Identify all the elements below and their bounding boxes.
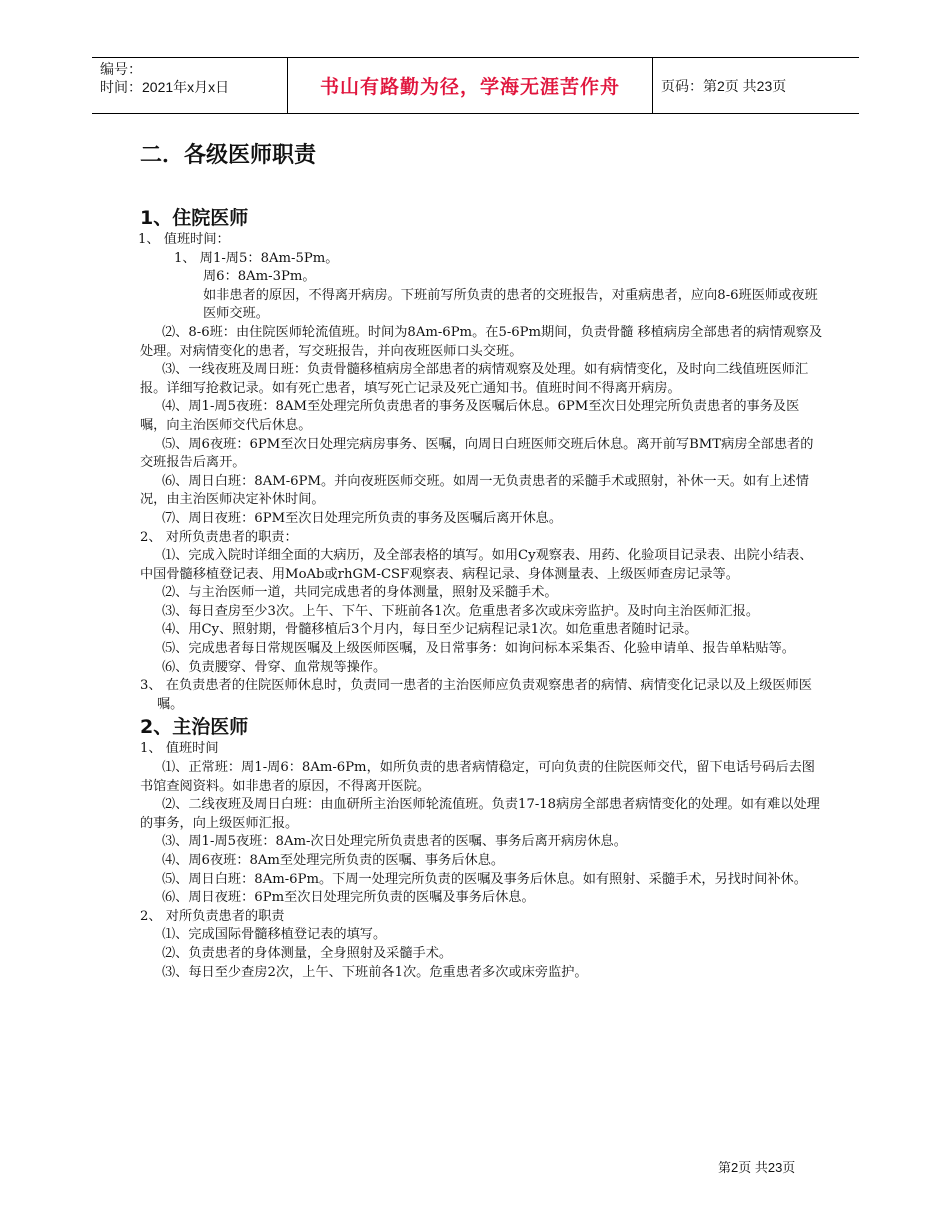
section-title: 二．各级医师职责 bbox=[140, 143, 317, 168]
document-body bbox=[140, 205, 824, 982]
attending-resp-head: 2、 对所负责患者的职责 bbox=[140, 908, 285, 924]
resident-t2: ⑵、8-6班：由住院医师轮流值班。时间为8Am-6Pm。在5-6Pm期间，负责骨髓 移植病房全部患者的病情观察及处理。对病情变化的患者，写交班报告，并向夜班医师口头交班。 bbox=[140, 324, 823, 359]
page-footer: 第2页 共23页 bbox=[718, 1160, 796, 1175]
resident-t1b: 周6：8Am-3Pm。 bbox=[203, 269, 316, 285]
resident-t1c: 如非患者的原因，不得离开病房。下班前写所负责的患者的交班报告，对重病患者，应向8-6班医师或夜班医师交班。 bbox=[203, 287, 818, 322]
attending-r2: ⑵、负责患者的身体测量，全身照射及采髓手术。 bbox=[162, 945, 453, 961]
resident-t6: ⑹、周日白班：8AM-6PM。并向夜班医师交班。如周一无负责患者的采髓手术或照射，补休一天。如有上述情况，由主治医师决定补休时间。 bbox=[140, 473, 809, 508]
resident-t3: ⑶、一线夜班及周日班：负责骨髓移植病房全部患者的病情观察及处理。如有病情变化，及时向二线值班医师汇报。详细写抢救记录。如有死亡患者，填写死亡记录及死亡通知书。值班时间不得离开病房。 bbox=[140, 362, 809, 396]
attending-duty-time-head: 1、 值班时间 bbox=[140, 741, 219, 757]
resident-t5: ⑸、周6夜班：6PM至次日处理完病房事务、医嘱，向周日白班医师交班后休息。离开前写BMT病房全部患者的交班报告后离开。 bbox=[140, 436, 814, 471]
attending-t3: ⑶、周1-周5夜班：8Am-次日处理完所负责患者的医嘱、事务后离开病房休息。 bbox=[162, 834, 627, 850]
resident-t4: ⑷、周1-周5夜班：8AM至处理完所负责患者的事务及医嘱后休息。6PM至次日处理完所负责患者的事务及医嘱，向主治医师交代后休息。 bbox=[140, 399, 800, 433]
resident-item3: 3、 在负责患者的住院医师休息时，负责同一患者的主治医师应负责观察患者的病情、病情变化记录以及上级医师医嘱。 bbox=[140, 678, 812, 712]
attending-t5: ⑸、周日白班：8Am-6Pm。下周一处理完所负责的医嘱及事务后休息。如有照射、采髓手术，另找时间补休。 bbox=[162, 871, 807, 887]
resident-t1: 1、 周1-周5：8Am-5Pm。 bbox=[174, 250, 339, 266]
resident-title: 1、住院医师 bbox=[140, 207, 249, 229]
resident-r6: ⑹、负责腰穿、骨穿、血常规等操作。 bbox=[162, 659, 387, 675]
resident-r2: ⑵、与主治医师一道，共同完成患者的身体测量，照射及采髓手术。 bbox=[162, 585, 558, 601]
attending-t6: ⑹、周日夜班：6Pm至次日处理完所负责的医嘱及事务后休息。 bbox=[162, 890, 535, 906]
attending-title: 2、主治医师 bbox=[140, 716, 249, 739]
header-meta bbox=[92, 58, 287, 113]
resident-t7: ⑺、周日夜班：6PM至次日处理完所负责的事务及医嘱后离开休息。 bbox=[162, 510, 563, 526]
attending-t2: ⑵、二线夜班及周日白班：由血研所主治医师轮流值班。负责17-18病房全部患者病情变化的处理。如有难以处理的事务，向上级医师汇报。 bbox=[140, 797, 820, 831]
attending-t1: ⑴、正常班：周1-周6：8Am-6Pm，如所负责的患者病情稳定，可向负责的住院医师交代，留下电话号码后去图书馆查阅资料。如非患者的原因，不得离开医院。 bbox=[140, 760, 815, 794]
resident-r3: ⑶、每日查房至少3次。上午、下午、下班前各1次。危重患者多次或床旁监护。及时向主治医师汇报。 bbox=[162, 603, 760, 619]
resident-r4: ⑷、用Cy、照射期，骨髓移植后3个月内，每日至少记病程记录1次。如危重患者随时记录。 bbox=[162, 622, 698, 638]
attending-t4: ⑷、周6夜班：8Am至处理完所负责的医嘱、事务后休息。 bbox=[162, 853, 505, 868]
header-motto: 书山有路勤为径，学海无涯苦作舟 bbox=[287, 58, 653, 113]
number-label: 编号： bbox=[100, 61, 142, 77]
header-page-label: 页码：第2页 共23页 bbox=[661, 77, 787, 94]
resident-resp-head: 2、 对所负责患者的职责： bbox=[140, 529, 298, 545]
attending-r3: ⑶、每日至少查房2次，上午、下班前各1次。危重患者多次或床旁监护。 bbox=[162, 964, 588, 980]
time-label: 时间：2021年x月x日 bbox=[100, 79, 230, 95]
page-header bbox=[92, 57, 859, 114]
attending-r1: ⑴、完成国际骨髓移植登记表的填写。 bbox=[162, 927, 387, 943]
resident-r1: ⑴、完成入院时详细全面的大病历，及全部表格的填写。如用Cy观察表、用药、化验项目记录表、出院小结表、中国骨髓移植登记表、用MoAb或rhGM-CSF观察表、病程记录、身体测量表、上级医师查房记录等。 bbox=[140, 548, 813, 582]
resident-r5: ⑸、完成患者每日常规医嘱及上级医师医嘱，及日常事务：如询问标本采集否、化验申请单、报告单粘贴等。 bbox=[162, 641, 795, 657]
resident-duty-time-head: 1、 值班时间： bbox=[138, 232, 230, 247]
